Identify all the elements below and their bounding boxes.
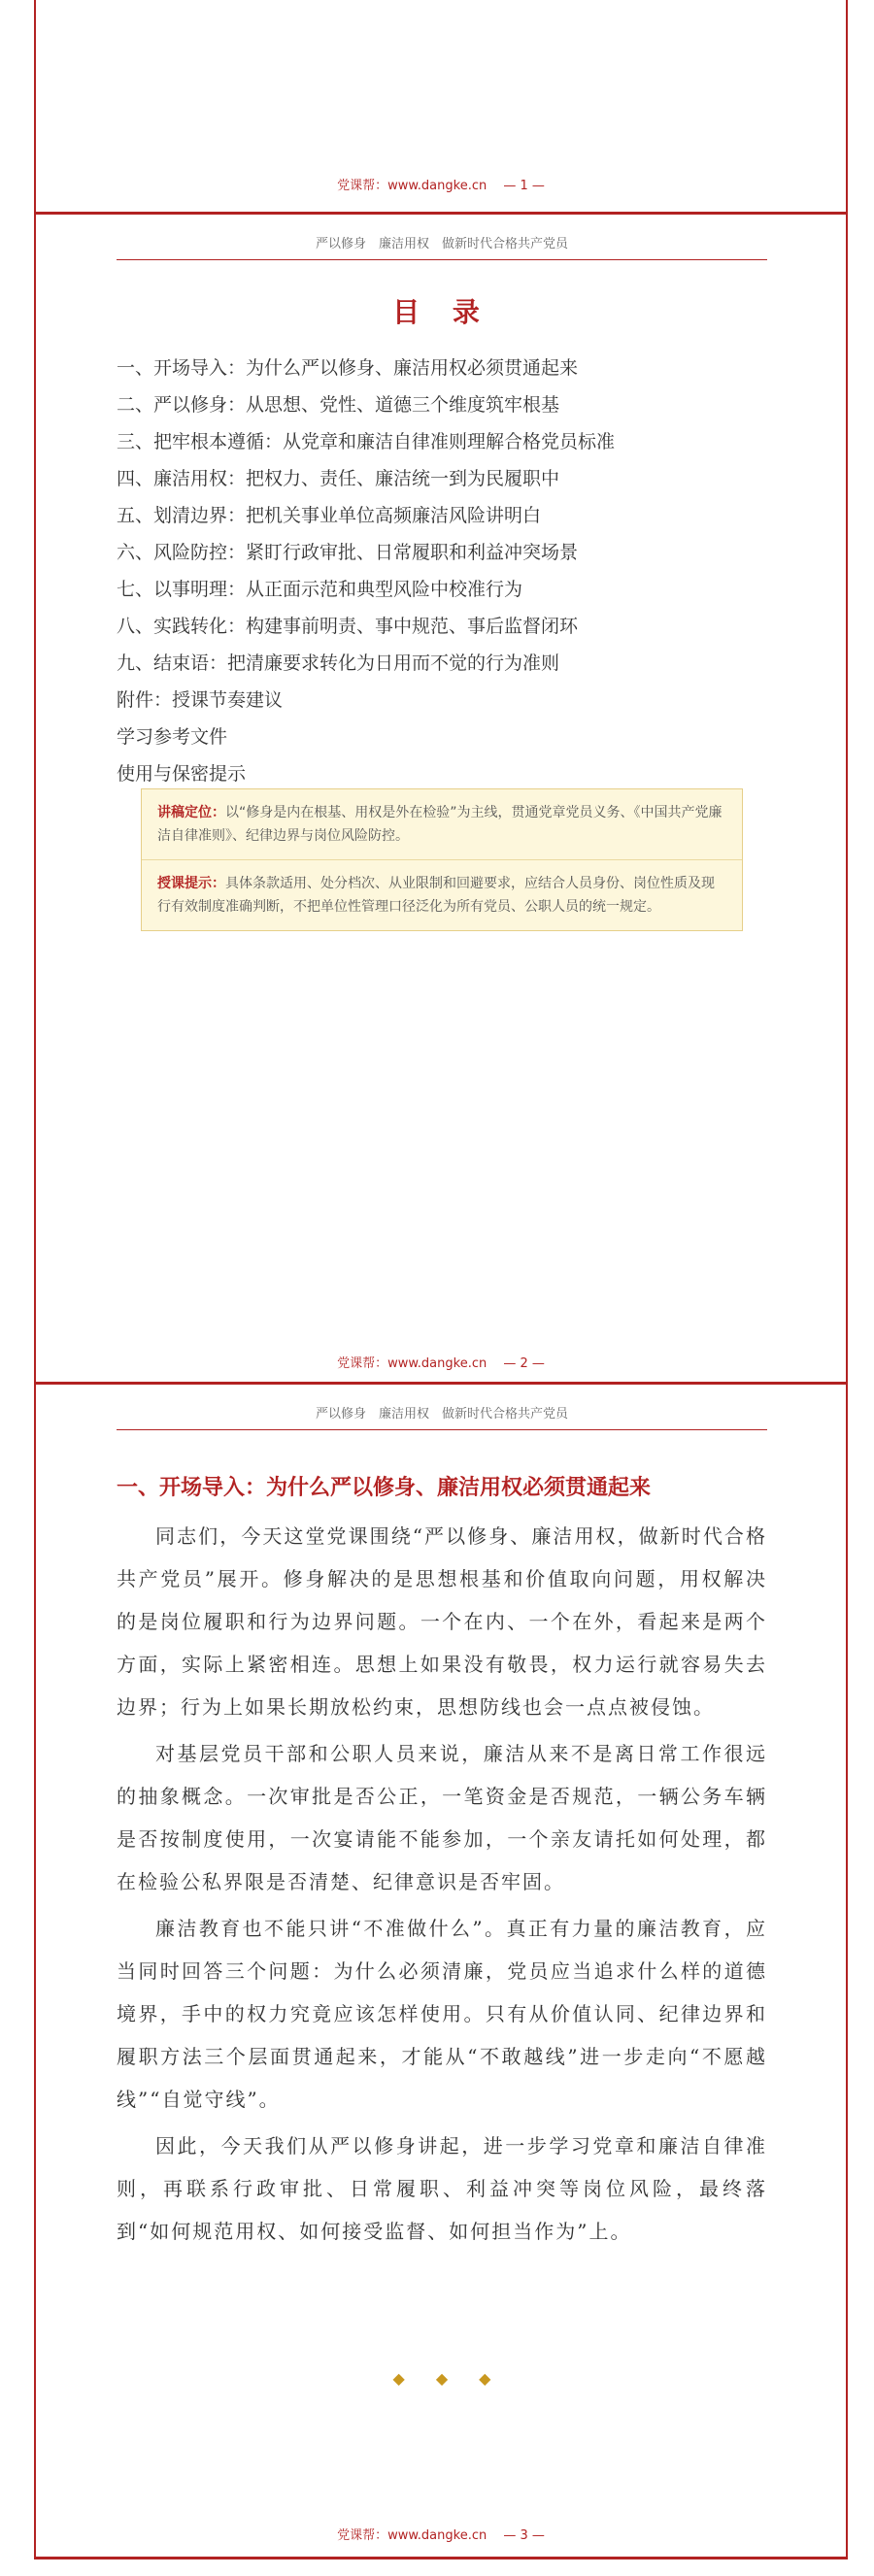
toc-list (117, 350, 767, 792)
body-paragraph: 对基层党员干部和公职人员来说，廉洁从来不是离日常工作很远的抽象概念。一次审批是否公正，一笔资金是否规范，一辆公务车辆是否按制度使用，一次宴请能不能参加，一个亲友请托如何处理，都在检验公私界限是否清楚、纪律意识是否牢固。 (117, 1742, 767, 1893)
toc-item[interactable]: 六、风险防控：紧盯行政审批、日常履职和利益冲突场景 (117, 542, 579, 563)
toc-item[interactable]: 附件：授课节奏建议 (117, 689, 284, 711)
section-title: 一、开场导入：为什么严以修身、廉洁用权必须贯通起来 (117, 1475, 652, 1500)
page-separator (34, 2557, 848, 2559)
note-label: 讲稿定位： (157, 805, 225, 820)
section-body (117, 1515, 767, 2257)
running-header: 严以修身 廉洁用权 做新时代合格共产党员 (117, 1403, 767, 1430)
toc-item[interactable]: 三、把牢根本遵循：从党章和廉洁自律准则理解合格党员标准 (117, 431, 616, 452)
toc-item[interactable]: 七、以事明理：从正面示范和典型风险中校准行为 (117, 579, 523, 600)
toc-item[interactable]: 八、实践转化：构建事前明责、事中规范、事后监督闭环 (117, 616, 579, 637)
toc-item[interactable]: 四、廉洁用权：把权力、责任、廉洁统一到为民履职中 (117, 468, 560, 489)
toc-item[interactable]: 使用与保密提示 (117, 763, 247, 785)
running-header: 严以修身 廉洁用权 做新时代合格共产党员 (117, 233, 767, 260)
toc-item[interactable]: 二、严以修身：从思想、党性、道德三个维度筑牢根基 (117, 394, 560, 416)
diamond-icon: ◆ (392, 2369, 405, 2388)
toc-item[interactable]: 九、结束语：把清廉要求转化为日用而不觉的行为准则 (117, 652, 560, 674)
section-end-ornament (117, 2369, 767, 2388)
toc-item[interactable]: 一、开场导入：为什么严以修身、廉洁用权必须贯通起来 (117, 357, 579, 379)
note-teaching-tip (142, 859, 742, 930)
note-label: 授课提示： (157, 876, 225, 891)
page-footer: 党课帮：www.dangke.cn — 2 — (337, 1356, 545, 1371)
diamond-icon: ◆ (435, 2369, 449, 2388)
body-paragraph: 同志们，今天这堂党课围绕“严以修身、廉洁用权，做新时代合格共产党员”展开。修身解决的是思想根基和价值取向问题，用权解决的是岗位履职和行为边界问题。一个在内、一个在外，看起来是两个方面，实际上紧密相连。思想上如果没有敬畏，权力运行就容易失去边界；行为上如果长期放松约束，思想防线也会一点点被侵蚀。 (117, 1524, 767, 1719)
toc-title: 目 录 (392, 296, 491, 328)
note-positioning (142, 789, 742, 859)
body-paragraph: 因此，今天我们从严以修身讲起，进一步学习党章和廉洁自律准则，再联系行政审批、日常履职、利益冲突等岗位风险，最终落到“如何规范用权、如何接受监督、如何担当作为”上。 (117, 2134, 767, 2243)
toc-item[interactable]: 五、划清边界：把机关事业单位高频廉洁风险讲明白 (117, 505, 542, 526)
page-footer: 党课帮：www.dangke.cn — 3 — (337, 2528, 545, 2543)
note-box (141, 788, 743, 931)
diamond-icon: ◆ (479, 2369, 491, 2388)
note-text: 具体条款适用、处分档次、从业限制和回避要求，应结合人员身份、岗位性质及现行有效制度准确判断，不把单位性管理口径泛化为所有党员、公职人员的统一规定。 (157, 876, 715, 915)
page-footer: 党课帮：www.dangke.cn — 1 — (337, 179, 545, 193)
toc-item[interactable]: 学习参考文件 (117, 726, 228, 748)
body-paragraph: 廉洁教育也不能只讲“不准做什么”。真正有力量的廉洁教育，应当同时回答三个问题：为什么必须清廉，党员应当追求什么样的道德境界，手中的权力究竟应该怎样使用。只有从价值认同、纪律边界和履职方法三个层面贯通起来，才能从“不敢越线”进一步走向“不愿越线”“自觉守线”。 (117, 1917, 767, 2111)
note-text: 以“修身是内在根基、用权是外在检验”为主线，贯通党章党员义务、《中国共产党廉洁自律准则》、纪律边界与岗位风险防控。 (157, 805, 723, 844)
